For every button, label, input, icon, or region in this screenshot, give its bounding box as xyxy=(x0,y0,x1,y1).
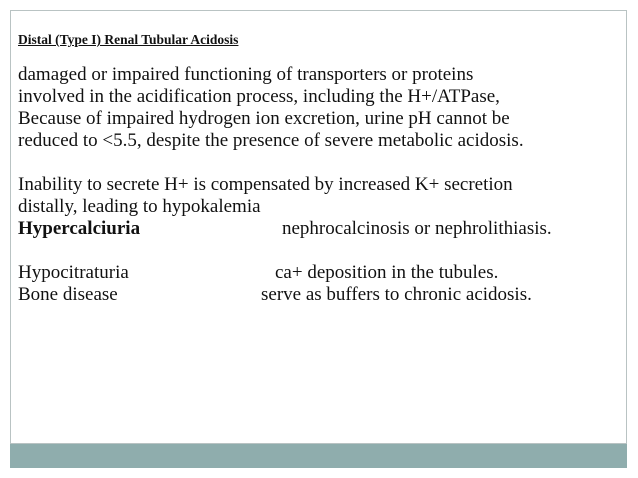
row-hypocitraturia xyxy=(18,262,618,284)
slide-heading: Distal (Type I) Renal Tubular Acidosis xyxy=(18,32,239,47)
term-hypocitraturia: Hypocitraturia xyxy=(18,262,129,283)
spacer xyxy=(18,240,618,262)
slide-content xyxy=(18,30,618,306)
text-line: reduced to <5.5, despite the presence of severe metabolic acidosis. xyxy=(18,130,524,151)
spacer xyxy=(18,152,618,174)
text-line: Because of impaired hydrogen ion excretion, urine pH cannot be xyxy=(18,108,510,129)
text-line: involved in the acidification process, including the H+/ATPase, xyxy=(18,86,500,107)
row-hypercalciuria xyxy=(18,218,618,240)
row-bone-disease xyxy=(18,284,618,306)
term-bone-disease: Bone disease xyxy=(18,284,118,305)
term-hypercalciuria: Hypercalciuria xyxy=(18,218,141,239)
text-line: Inability to secrete H+ is compensated by increased K+ secretion xyxy=(18,174,513,195)
text-line: distally, leading to hypokalemia xyxy=(18,196,261,217)
bottom-accent-band xyxy=(10,444,627,468)
consequence-hypocitraturia: ca+ deposition in the tubules. xyxy=(275,262,499,283)
paragraph-mechanism xyxy=(18,64,618,152)
consequence-bone-disease: serve as buffers to chronic acidosis. xyxy=(261,284,532,305)
consequence-hypercalciuria: nephrocalcinosis or nephrolithiasis. xyxy=(282,218,552,239)
paragraph-hypokalemia xyxy=(18,174,618,218)
text-line: damaged or impaired functioning of transporters or proteins xyxy=(18,64,474,85)
